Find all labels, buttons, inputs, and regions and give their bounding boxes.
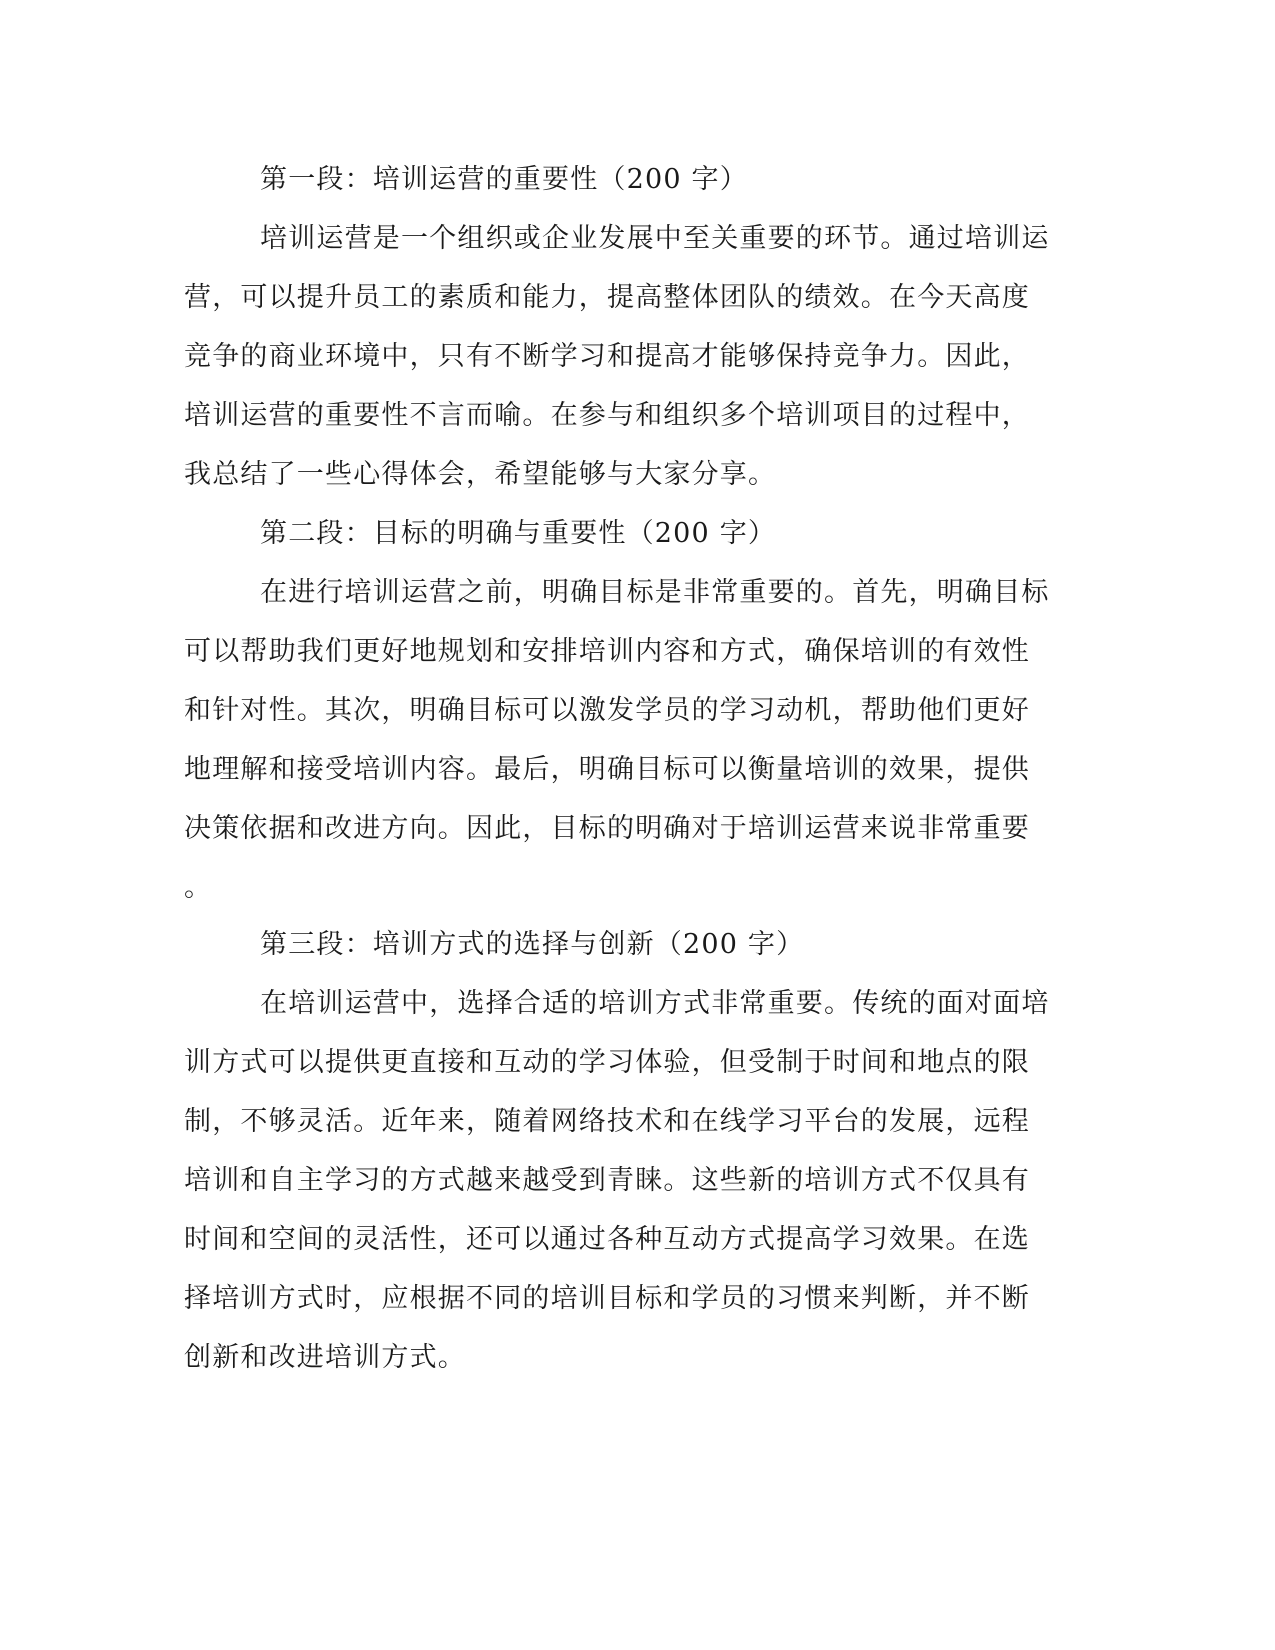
paragraph-line: 。 — [184, 872, 213, 903]
paragraph-line: 制，不够灵活。近年来，随着网络技术和在线学习平台的发展，远程 — [184, 1106, 1030, 1137]
section-heading: 第三段：培训方式的选择与创新（200 字） — [260, 929, 805, 960]
paragraph-line: 地理解和接受培训内容。最后，明确目标可以衡量培训的效果，提供 — [184, 754, 1030, 785]
paragraph-line: 在培训运营中，选择合适的培训方式非常重要。传统的面对面培 — [260, 988, 1050, 1019]
paragraph-line: 训方式可以提供更直接和互动的学习体验，但受制于时间和地点的限 — [184, 1047, 1030, 1078]
paragraph-line: 择培训方式时，应根据不同的培训目标和学员的习惯来判断，并不断 — [184, 1283, 1030, 1314]
paragraph-line: 竞争的商业环境中，只有不断学习和提高才能够保持竞争力。因此， — [184, 341, 1030, 372]
paragraph-line: 创新和改进培训方式。 — [184, 1342, 466, 1373]
paragraph-line: 我总结了一些心得体会，希望能够与大家分享。 — [184, 459, 777, 490]
paragraph-line: 培训和自主学习的方式越来越受到青睐。这些新的培训方式不仅具有 — [184, 1165, 1030, 1196]
paragraph-line: 时间和空间的灵活性，还可以通过各种互动方式提高学习效果。在选 — [184, 1224, 1030, 1255]
paragraph-line: 在进行培训运营之前，明确目标是非常重要的。首先，明确目标 — [260, 577, 1050, 608]
paragraph-line: 营，可以提升员工的素质和能力，提高整体团队的绩效。在今天高度 — [184, 282, 1030, 313]
paragraph-line: 培训运营是一个组织或企业发展中至关重要的环节。通过培训运 — [260, 223, 1050, 254]
paragraph-line: 可以帮助我们更好地规划和安排培训内容和方式，确保培训的有效性 — [184, 636, 1030, 667]
section-heading: 第二段：目标的明确与重要性（200 字） — [260, 518, 777, 549]
paragraph-line: 培训运营的重要性不言而喻。在参与和组织多个培训项目的过程中， — [184, 400, 1030, 431]
paragraph-line: 和针对性。其次，明确目标可以激发学员的学习动机，帮助他们更好 — [184, 695, 1030, 726]
section-heading: 第一段：培训运营的重要性（200 字） — [260, 164, 748, 195]
paragraph-line: 决策依据和改进方向。因此，目标的明确对于培训运营来说非常重要 — [184, 813, 1030, 844]
